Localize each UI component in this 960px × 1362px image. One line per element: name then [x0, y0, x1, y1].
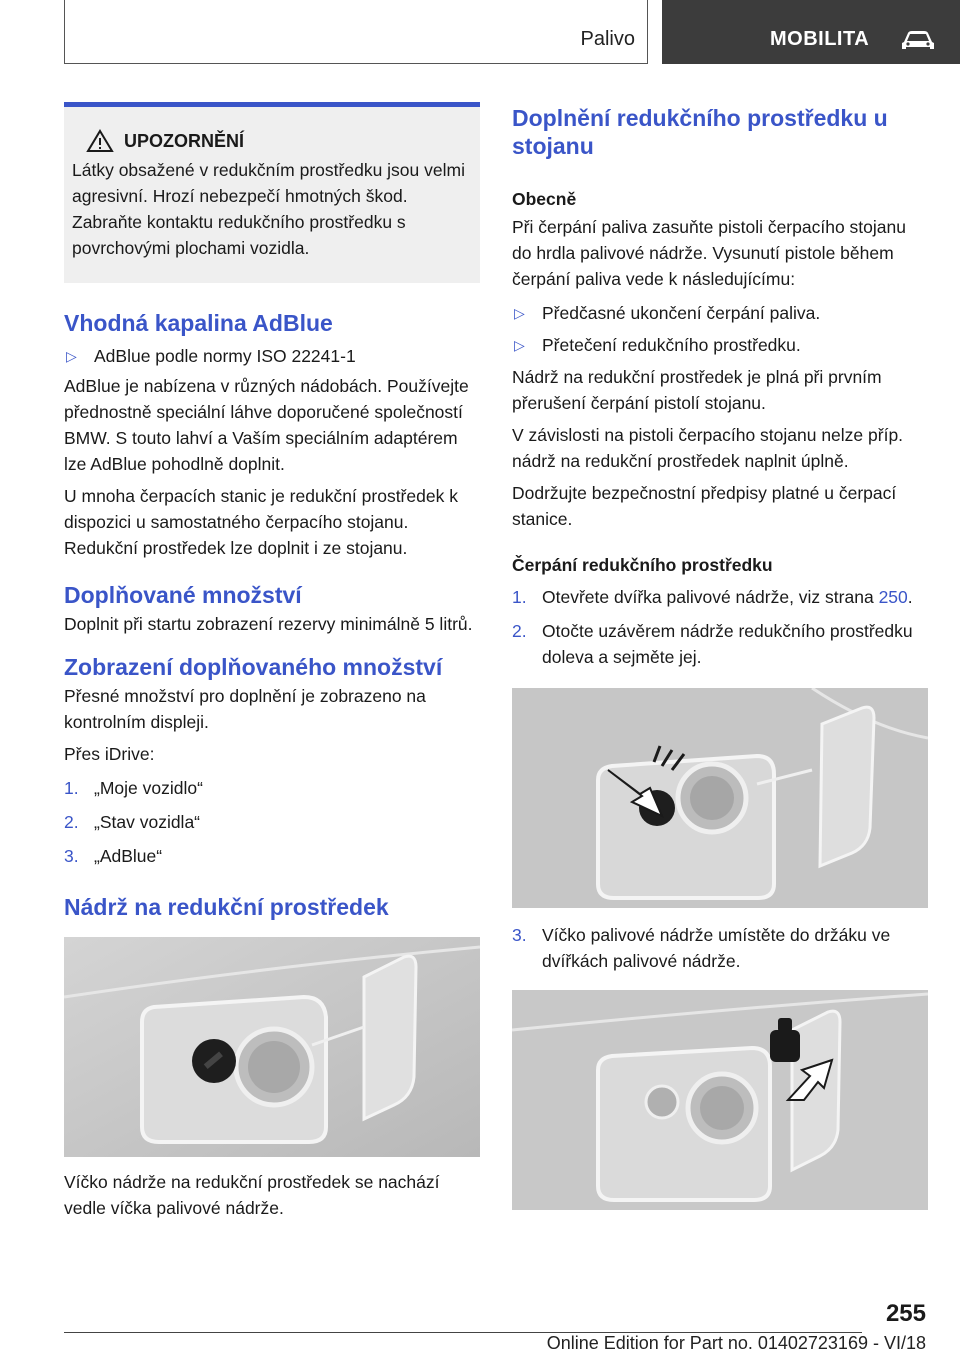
- obecne-paragraph: Při čerpání paliva zasuňte pistoli čerpacího stojanu do hrdla palivové nádrže. Vysunutí pistole během čerpání paliva vede k následujícímu:: [512, 217, 906, 289]
- triangle-bullet-icon: ▷: [66, 348, 77, 364]
- warning-title: [86, 129, 472, 153]
- footer-edition: Online Edition for Part no. 01402723169 - VI/18: [546, 1333, 926, 1353]
- header-chapter-label: MOBILITA: [770, 28, 870, 50]
- header-chapter-tab: [662, 0, 960, 64]
- heading-nadrz: Nádrž na redukční prostředek: [64, 894, 389, 920]
- list-item: ▷ AdBlue podle normy ISO 22241-1: [64, 343, 480, 369]
- page-link[interactable]: 250: [878, 587, 908, 607]
- list-item: 2. Otočte uzávěrem nádrže redukčního prostředku doleva a sejměte jej.: [512, 621, 913, 667]
- heading-obecne: Obecně: [512, 189, 577, 209]
- paragraph-safety: Dodržujte bezpečnostní předpisy platné u čerpací stanice.: [512, 483, 897, 529]
- right-column: [512, 102, 928, 1210]
- idrive-paragraph: Přes iDrive:: [64, 744, 155, 764]
- list-item: 1. „Moje vozidlo“: [64, 778, 203, 798]
- warning-title-text: UPOZORNĚNÍ: [124, 130, 245, 151]
- list-item: 1. Otevřete dvířka palivové nádrže, viz strana 250.: [512, 587, 913, 607]
- page-number: 255: [885, 1300, 926, 1327]
- cerpani-steps-continued: [512, 922, 928, 974]
- heading-adblue: Vhodná kapalina AdBlue: [64, 310, 333, 336]
- list-item: 2. „Stav vozidla“: [64, 812, 201, 832]
- heading-cerpani: Čerpání redukčního prostředku: [512, 555, 773, 575]
- car-icon: [898, 28, 938, 52]
- triangle-bullet-icon: ▷: [514, 337, 525, 353]
- adblue-bullet-list: [64, 343, 480, 369]
- figure-cap-removal: [512, 688, 928, 908]
- obecne-bullet-list: [512, 300, 928, 358]
- list-item: ▷ Předčasné ukončení čerpání paliva.: [512, 300, 928, 326]
- zobrazeni-paragraph: Přesné množství pro doplnění je zobrazeno na kontrolním displeji.: [64, 686, 426, 732]
- list-item: ▷ Přetečení redukčního prostředku.: [512, 332, 928, 358]
- left-column: [64, 102, 480, 1221]
- warning-box: [64, 102, 480, 283]
- mnozstvi-paragraph: Doplnit při startu zobrazení rezervy minimálně 5 litrů.: [64, 614, 473, 634]
- heading-zobrazeni: Zobrazení doplňovaného množství: [64, 654, 443, 680]
- cap-removal-illustration: [512, 688, 928, 908]
- figure-caption: Víčko nádrže na redukční prostředek se nachází vedle víčka palivové nádrže.: [64, 1172, 440, 1218]
- paragraph-partial: V závislosti na pistoli čerpacího stojanu nelze příp. nádrž na redukční prostředek naplnit úplně.: [512, 425, 904, 471]
- cap-holder-illustration: [512, 990, 928, 1210]
- list-item: 3. Víčko palivové nádrže umístěte do držáku ve dvířkách palivové nádrže.: [512, 925, 891, 971]
- header-section-tab: [64, 0, 648, 64]
- warning-triangle-icon: [86, 129, 114, 153]
- heading-stojan: Doplnění redukčního prostředku u stojanu: [512, 105, 888, 159]
- heading-mnozstvi: Doplňované množství: [64, 582, 302, 608]
- list-item: 3. „AdBlue“: [64, 846, 163, 866]
- warning-text: Látky obsažené v redukčním prostředku jsou velmi agresivní. Hrozí nebezpečí hmotných škod. Zabraňte kontaktu redukčního prostředku s povrchovými plochami vozidla.: [72, 160, 465, 258]
- header-section-label: Palivo: [580, 28, 635, 50]
- figure-cap-holder: [512, 990, 928, 1210]
- adblue-paragraph-1: AdBlue je nabízena v různých nádobách. Používejte přednostně speciální láhve doporučené společností BMW. S touto lahví a Vaším speciálním adaptérem lze AdBlue pohodlně doplnit.: [64, 376, 469, 474]
- idrive-steps: [64, 775, 480, 869]
- paragraph-full: Nádrž na redukční prostředek je plná při prvním přerušení čerpání pistolí stojanu.: [512, 367, 882, 413]
- figure-adblue-cap: [64, 937, 480, 1157]
- adblue-paragraph-2: U mnoha čerpacích stanic je redukční prostředek k dispozici u samostatného čerpacího stojanu. Redukční prostředek lze doplnit i ze stojanu.: [64, 486, 458, 558]
- fuel-door-illustration: [64, 937, 480, 1157]
- triangle-bullet-icon: ▷: [514, 305, 525, 321]
- cerpani-steps: [512, 584, 928, 670]
